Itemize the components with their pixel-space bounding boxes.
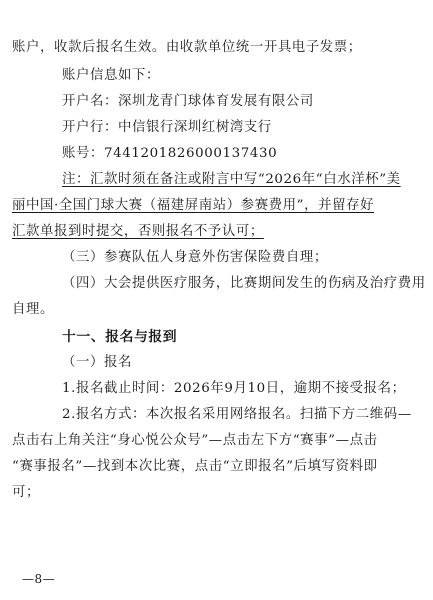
text-line-method-1: 2.报名方式：本次报名采用网络报名。扫描下方二维码—: [62, 407, 412, 422]
text-line-medical-2: 自理。: [12, 302, 54, 317]
text-line-method-4: 可；: [12, 485, 40, 500]
page-number: —8—: [22, 572, 56, 586]
text-line-account-note: 账户，收款后报名生效。由收款单位统一开具电子发票；: [12, 40, 362, 55]
text-line-method-2: 点击右上角关注“身心悦公众号”—点击左下方“赛事”—点击: [12, 433, 378, 448]
text-line-remittance-note-2: 丽中国·全国门球大赛（福建屏南站）参赛费用”，并留存好: [12, 198, 375, 213]
text-line-bank: 开户行：中信银行深圳红树湾支行: [62, 120, 272, 135]
text-line-remittance-note-1: 注：汇款时须在备注或附言中写“2026年“白水洋杯”美: [62, 172, 401, 187]
text-line-deadline: 1.报名截止时间：2026年9月10日，逾期不接受报名；: [62, 381, 406, 396]
text-line-insurance: （三）参赛队伍人身意外伤害保险费自理；: [62, 250, 328, 265]
subsection-heading-registration: （一）报名: [62, 355, 132, 370]
text-line-account-number: 账号：7441201826000137430: [62, 146, 278, 161]
text-line-account-info-heading: 账户信息如下：: [62, 68, 160, 83]
section-heading-registration: 十一、报名与报到: [62, 329, 178, 345]
text-line-method-3: “赛事报名”—找到本次比赛，点击“立即报名”后填写资料即: [12, 459, 378, 474]
text-line-remittance-note-3: 汇款单报到时提交，否则报名不予认可；: [12, 224, 264, 239]
text-line-medical-1: （四）大会提供医疗服务，比赛期间发生的伤病及治疗费用: [62, 276, 426, 291]
text-line-account-name: 开户名：深圳龙青门球体育发展有限公司: [62, 94, 314, 109]
